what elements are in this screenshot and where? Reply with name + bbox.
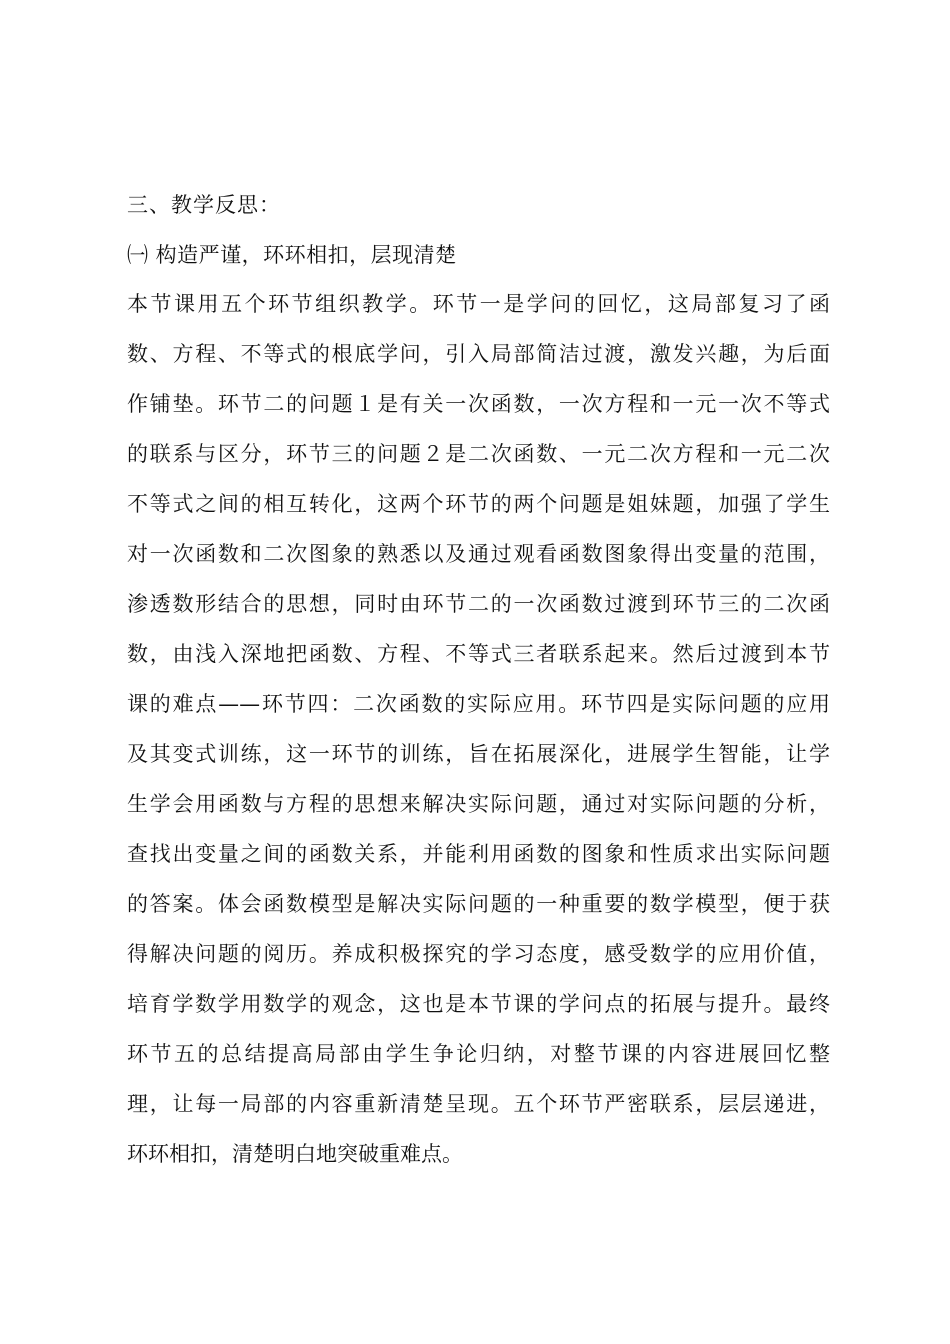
body-paragraph: [127, 288, 837, 1188]
paragraph-line: 生学会用函数与方程的思想来解决实际问题，通过对实际问题的分析，: [127, 792, 830, 816]
paragraph-line: 不等式之间的相互转化，这两个环节的两个问题是姐妹题，加强了学生: [127, 492, 830, 516]
paragraph-line: 本节课用五个环节组织教学。环节一是学问的回忆，这局部复习了函: [127, 292, 830, 316]
paragraph-line: 课的难点——环节四：二次函数的实际应用。环节四是实际问题的应用: [127, 692, 830, 716]
subsection-heading: ㈠ 构造严谨，环环相扣，层现清楚: [127, 243, 457, 267]
paragraph-line: 的联系与区分，环节三的问题２是二次函数、一元二次方程和一元二次: [127, 442, 830, 466]
paragraph-line: 渗透数形结合的思想，同时由环节二的一次函数过渡到环节三的二次函: [127, 592, 830, 616]
paragraph-line: 环环相扣，清楚明白地突破重难点。: [127, 1142, 463, 1166]
paragraph-line: 对一次函数和二次图象的熟悉以及通过观看函数图象得出变量的范围，: [127, 542, 830, 566]
paragraph-line: 作铺垫。环节二的问题１是有关一次函数，一次方程和一元一次不等式: [127, 392, 830, 416]
paragraph-line: 的答案。体会函数模型是解决实际问题的一种重要的数学模型，便于获: [127, 892, 830, 916]
paragraph-line: 环节五的总结提高局部由学生争论归纳，对整节课的内容进展回忆整: [127, 1042, 830, 1066]
paragraph-line: 得解决问题的阅历。养成积极探究的学习态度，感受数学的应用价值，: [127, 942, 830, 966]
paragraph-line: 数、方程、不等式的根底学问，引入局部简洁过渡，激发兴趣，为后面: [127, 342, 830, 366]
paragraph-line: 及其变式训练，这一环节的训练，旨在拓展深化，进展学生智能，让学: [127, 742, 830, 766]
paragraph-line: 理，让每一局部的内容重新清楚呈现。五个环节严密联系，层层递进，: [127, 1092, 830, 1116]
paragraph-line: 培育学数学用数学的观念，这也是本节课的学问点的拓展与提升。最终: [127, 992, 830, 1016]
section-heading: 三、教学反思：: [127, 193, 281, 217]
paragraph-line: 查找出变量之间的函数关系，并能利用函数的图象和性质求出实际问题: [127, 842, 830, 866]
paragraph-line: 数，由浅入深地把函数、方程、不等式三者联系起来。然后过渡到本节: [127, 642, 830, 666]
